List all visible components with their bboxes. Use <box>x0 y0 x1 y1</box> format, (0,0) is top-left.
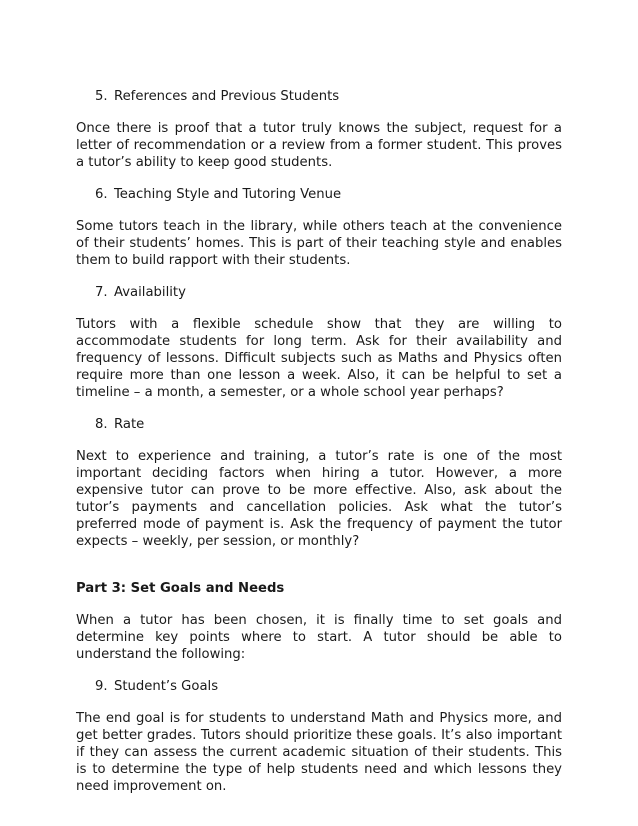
list-item-teaching-style <box>76 186 562 203</box>
list-number: 8. <box>95 417 108 432</box>
list-item-students-goals <box>76 678 562 695</box>
list-item-text: Teaching Style and Tutoring Venue <box>114 187 342 202</box>
list-item-text: Student’s Goals <box>114 679 219 694</box>
paragraph-rate: Next to experience and training, a tutor’s rate is one of the most important deciding factors when hiring a tutor. However, a more expensive tutor can prove to be more effective. Also, ask about the tutor’s payments and cancellation policies. Ask what the tutor’s preferred mode of payment is. Ask the frequency of payment the tutor expects – weekly, per session, or monthly? <box>76 449 562 549</box>
list-item-availability <box>76 284 562 301</box>
paragraph-teaching-style: Some tutors teach in the library, while others teach at the convenience of their students’ homes. This is part of their teaching style and enables them to build rapport with their students. <box>76 219 562 268</box>
list-number: 6. <box>95 187 108 202</box>
list-number: 9. <box>95 679 108 694</box>
paragraph-availability: Tutors with a flexible schedule show that they are willing to accommodate students for long term. Ask for their availability and frequency of lessons. Difficult subjects such as Maths and Physics often require more than one lesson a week. Also, it can be helpful to set a timeline – a month, a semester, or a whole school year perhaps? <box>76 317 562 400</box>
list-item-text: References and Previous Students <box>114 89 340 104</box>
paragraph-students-goals: The end goal is for students to understand Math and Physics more, and get better grades. Tutors should prioritize these goals. It’s also important if they can assess the current academic situation of their students. This is to determine the type of help students need and which lessons they need improvement on. <box>76 711 562 794</box>
section-heading-part-3: Part 3: Set Goals and Needs <box>76 581 285 596</box>
list-item-text: Availability <box>114 285 186 300</box>
document-page <box>76 88 562 810</box>
list-item-references <box>76 88 562 105</box>
paragraph-references: Once there is proof that a tutor truly knows the subject, request for a letter of recommendation or a review from a former student. This proves a tutor’s ability to keep good students. <box>76 121 562 170</box>
list-item-rate <box>76 416 562 433</box>
list-number: 5. <box>95 89 108 104</box>
paragraph-part-3-intro: When a tutor has been chosen, it is finally time to set goals and determine key points where to start. A tutor should be able to understand the following: <box>76 613 562 662</box>
list-number: 7. <box>95 285 108 300</box>
list-item-text: Rate <box>114 417 145 432</box>
